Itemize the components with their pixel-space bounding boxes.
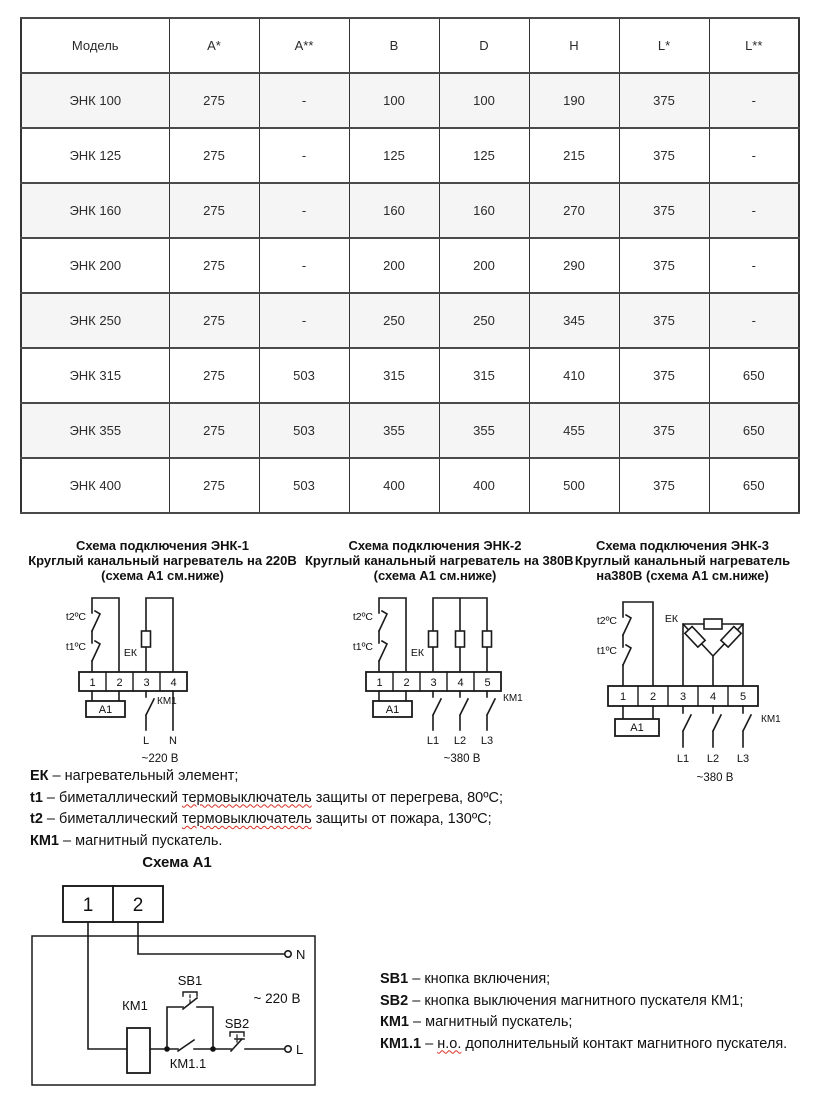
table-cell: - xyxy=(709,73,799,128)
table-cell: 375 xyxy=(619,238,709,293)
km1-label: КМ1 xyxy=(122,998,148,1013)
table-cell: - xyxy=(259,128,349,183)
diagram-enk2-title: Схема подключения ЭНК-2 Круглый канальный нагреватель на 380В (схема А1 см.ниже) xyxy=(305,538,574,583)
table-cell: 455 xyxy=(529,403,619,458)
table-cell: 503 xyxy=(259,348,349,403)
table-cell: 315 xyxy=(349,348,439,403)
heater-resistor xyxy=(721,626,741,647)
terminal-number: 2 xyxy=(132,895,144,916)
table-cell: - xyxy=(709,293,799,348)
thermostat-loop-wire xyxy=(623,602,653,686)
junction-dot xyxy=(210,1046,216,1052)
line-label-l3: L3 xyxy=(736,753,750,765)
table-row xyxy=(21,348,799,403)
terminal-number: 1 xyxy=(619,691,627,703)
table-cell: ЭНК 355 xyxy=(21,403,169,458)
scheme-a1-legend xyxy=(380,969,787,1055)
table-cell: ЭНК 125 xyxy=(21,128,169,183)
ek-label: ЕК xyxy=(123,647,137,659)
voltage-label: ~380 В xyxy=(443,753,481,765)
scheme-a1-section xyxy=(0,852,820,1097)
table-cell: ЭНК 100 xyxy=(21,73,169,128)
terminal-number: 5 xyxy=(484,677,491,689)
table-cell: - xyxy=(709,128,799,183)
heater-resistor xyxy=(483,631,492,647)
table-cell: - xyxy=(259,293,349,348)
header-cell: L* xyxy=(619,18,709,73)
n-wire xyxy=(138,922,285,954)
diagram-enk2 xyxy=(305,538,574,769)
table-cell: 355 xyxy=(439,403,529,458)
km1-contact xyxy=(743,706,751,747)
km1-label: КМ1 xyxy=(761,714,781,725)
a1-label: А1 xyxy=(98,704,113,716)
terminal-number: 4 xyxy=(709,691,717,703)
sb1-branch xyxy=(167,998,213,1049)
scheme-a1-drawing xyxy=(25,852,345,1097)
t1-label: t1ºC xyxy=(352,641,373,653)
thermal-switch-t2 xyxy=(92,611,100,631)
sb1-label: SB1 xyxy=(177,973,203,988)
terminal-number: 2 xyxy=(116,677,123,689)
terminal-number: 2 xyxy=(649,691,657,703)
table-cell: 125 xyxy=(349,128,439,183)
km1-label: КМ1 xyxy=(157,696,177,707)
heater-resistor xyxy=(429,631,438,647)
table-cell: 275 xyxy=(169,403,259,458)
terminal-l xyxy=(285,1046,291,1052)
legend-line: t2 – биметаллический термовыключатель защиты от пожара, 130ºС; xyxy=(30,811,492,827)
t1-label: t1ºC xyxy=(65,641,86,653)
table-row xyxy=(21,238,799,293)
table-cell: 375 xyxy=(619,293,709,348)
km1-contact xyxy=(433,691,441,730)
header-cell: D xyxy=(439,18,529,73)
line-label-l2: L2 xyxy=(453,735,467,747)
table-cell: 400 xyxy=(439,458,529,513)
heater-resistor xyxy=(704,619,722,629)
line-label-l3: L3 xyxy=(480,735,494,747)
table-cell: 275 xyxy=(169,348,259,403)
ek-label: ЕК xyxy=(410,647,424,659)
thermal-switch-t2 xyxy=(379,611,387,631)
table-cell: 250 xyxy=(439,293,529,348)
header-cell: A** xyxy=(259,18,349,73)
table-cell: 275 xyxy=(169,238,259,293)
a1-label: А1 xyxy=(385,704,400,716)
table-cell: - xyxy=(259,238,349,293)
table-cell: 215 xyxy=(529,128,619,183)
table-cell: 250 xyxy=(349,293,439,348)
thermostat-loop-wire xyxy=(92,598,119,672)
thermal-switch-t2 xyxy=(623,615,631,635)
legend-line: КМ1 – магнитный пускатель. xyxy=(30,832,223,849)
diagram-enk3-drawing xyxy=(580,589,800,789)
voltage-label: ~ 220 В xyxy=(253,991,301,1006)
table-cell: 275 xyxy=(169,183,259,238)
table-cell: 375 xyxy=(619,128,709,183)
component-legend xyxy=(30,766,570,852)
diagram-enk3-title: Схема подключения ЭНК-3 Круглый канальный нагреватель на380В (схема А1 см.ниже) xyxy=(574,538,791,583)
table-cell: 503 xyxy=(259,458,349,513)
terminal-number: 3 xyxy=(679,691,687,703)
table-cell: - xyxy=(259,73,349,128)
thermal-switch-t1 xyxy=(92,641,100,661)
legend-line: ЕК – нагревательный элемент; xyxy=(30,768,239,784)
table-cell: 345 xyxy=(529,293,619,348)
km11-contact xyxy=(167,1040,213,1051)
sb2-label: SB2 xyxy=(224,1016,250,1031)
km1-label: КМ1 xyxy=(503,693,523,704)
table-cell: - xyxy=(259,183,349,238)
thermal-switch-t1 xyxy=(623,645,631,665)
terminal-number: 1 xyxy=(89,677,96,689)
terminal-n xyxy=(285,951,291,957)
table-cell: 275 xyxy=(169,293,259,348)
table-cell: 125 xyxy=(439,128,529,183)
table-cell: 375 xyxy=(619,458,709,513)
km1-contact xyxy=(146,691,154,730)
table-cell: 375 xyxy=(619,73,709,128)
header-cell: L** xyxy=(709,18,799,73)
header-cell: Модель xyxy=(21,18,169,73)
line-label-l1: L1 xyxy=(426,735,440,747)
legend-line: t1 – биметаллический термовыключатель защиты от перегрева, 80ºС; xyxy=(30,789,503,806)
table-cell: 275 xyxy=(169,458,259,513)
terminal-number: 2 xyxy=(403,677,410,689)
terminal-number: 4 xyxy=(170,677,177,689)
km11-label: КМ1.1 xyxy=(169,1056,207,1071)
terminal-number: 1 xyxy=(82,895,94,916)
table-header-row xyxy=(21,18,799,73)
table-cell: 650 xyxy=(709,348,799,403)
voltage-label: ~220 В xyxy=(141,753,179,765)
km1-contact xyxy=(460,691,468,730)
table-cell: ЭНК 250 xyxy=(21,293,169,348)
terminal-number: 5 xyxy=(739,691,747,703)
table-cell: 275 xyxy=(169,128,259,183)
table-cell: 650 xyxy=(709,458,799,513)
table-cell: 290 xyxy=(529,238,619,293)
legend-line: КМ1 – магнитный пускатель; xyxy=(380,1014,573,1030)
header-cell: B xyxy=(349,18,439,73)
junction-dot xyxy=(164,1046,170,1052)
terminal-number: 1 xyxy=(376,677,383,689)
table-cell: 100 xyxy=(439,73,529,128)
table-cell: 500 xyxy=(529,458,619,513)
a1-label: А1 xyxy=(630,722,644,734)
table-cell: 355 xyxy=(349,403,439,458)
table-cell: 160 xyxy=(439,183,529,238)
table-cell: 190 xyxy=(529,73,619,128)
table-row xyxy=(21,128,799,183)
terminal-number: 3 xyxy=(143,677,150,689)
scheme-a1-title: Схема А1 xyxy=(142,854,212,871)
table-cell: 375 xyxy=(619,403,709,458)
l-label: L xyxy=(296,1042,304,1057)
table-cell: 400 xyxy=(349,458,439,513)
table-cell: - xyxy=(709,238,799,293)
table-cell: 100 xyxy=(349,73,439,128)
table-cell: 200 xyxy=(349,238,439,293)
diagram-enk1 xyxy=(20,538,305,769)
dimensions-table xyxy=(20,17,800,514)
thermostat-loop-wire xyxy=(379,598,406,672)
t2-label: t2ºC xyxy=(596,615,617,627)
legend-line: КМ1.1 – н.о. дополнительный контакт магнитного пускателя. xyxy=(380,1035,788,1052)
ek-label: ЕК xyxy=(664,613,678,625)
t2-label: t2ºC xyxy=(65,611,86,623)
voltage-label: ~380 В xyxy=(696,772,734,784)
header-cell: A* xyxy=(169,18,259,73)
terminal-number: 3 xyxy=(430,677,437,689)
table-cell: 275 xyxy=(169,73,259,128)
line-label-l2: L2 xyxy=(706,753,720,765)
table-cell: 375 xyxy=(619,348,709,403)
heater-resistor xyxy=(456,631,465,647)
table-cell: 410 xyxy=(529,348,619,403)
thermal-switch-t1 xyxy=(379,641,387,661)
table-cell: 160 xyxy=(349,183,439,238)
line-label-n: N xyxy=(169,735,177,747)
heater-resistor xyxy=(685,626,705,647)
terminal-number: 4 xyxy=(457,677,464,689)
n-label: N xyxy=(296,947,306,962)
table-row xyxy=(21,403,799,458)
diagram-enk1-drawing xyxy=(20,589,305,769)
table-cell: ЭНК 400 xyxy=(21,458,169,513)
table-cell: ЭНК 200 xyxy=(21,238,169,293)
km1-contact xyxy=(487,691,495,730)
table-cell: 315 xyxy=(439,348,529,403)
km1-contact xyxy=(683,706,691,747)
table-row xyxy=(21,73,799,128)
km1-coil xyxy=(127,1028,150,1073)
table-row xyxy=(21,458,799,513)
table-cell: 503 xyxy=(259,403,349,458)
table-cell: - xyxy=(709,183,799,238)
table-cell: ЭНК 160 xyxy=(21,183,169,238)
line-label-l: L xyxy=(142,735,150,747)
diagram-enk1-title: Схема подключения ЭНК-1 Круглый канальный нагреватель на 220В (схема А1 см.ниже) xyxy=(28,538,297,583)
table-row xyxy=(21,293,799,348)
diagram-enk2-drawing xyxy=(331,589,561,769)
table-cell: 200 xyxy=(439,238,529,293)
table-cell: 270 xyxy=(529,183,619,238)
t2-label: t2ºC xyxy=(352,611,373,623)
table-cell: 650 xyxy=(709,403,799,458)
line-label-l1: L1 xyxy=(676,753,690,765)
diagram-enk3 xyxy=(565,538,800,789)
legend-line: SB2 – кнопка выключения магнитного пускателя КМ1; xyxy=(380,992,744,1009)
table-cell: ЭНК 315 xyxy=(21,348,169,403)
t1-label: t1ºC xyxy=(596,645,617,657)
header-cell: H xyxy=(529,18,619,73)
table-cell: 375 xyxy=(619,183,709,238)
heater-resistor xyxy=(142,631,151,647)
table-row xyxy=(21,183,799,238)
km1-contact xyxy=(713,706,721,747)
legend-line: SB1 – кнопка включения; xyxy=(380,971,551,987)
